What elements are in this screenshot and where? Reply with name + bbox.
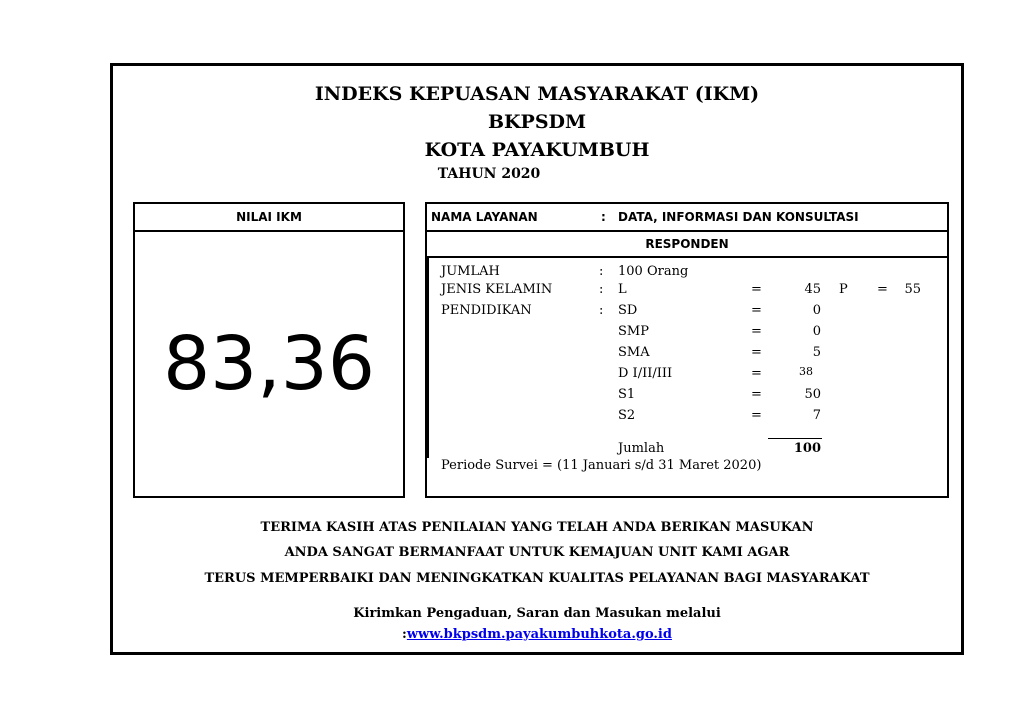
service-name-row <box>427 204 947 232</box>
nilai-ikm-label: NILAI IKM <box>135 204 403 232</box>
pendidikan-eq: = <box>751 366 762 381</box>
pendidikan-eq: = <box>751 345 762 360</box>
pendidikan-value: 50 <box>804 387 821 402</box>
jenis-kelamin-p: P <box>839 282 848 297</box>
organization-name: BKPSDM <box>487 111 587 133</box>
jumlah-label: JUMLAH <box>441 264 500 279</box>
pendidikan-value: 7 <box>812 408 821 423</box>
pendidikan-value: 5 <box>812 345 821 360</box>
jumlah-value: 100 Orang <box>618 264 689 279</box>
responden-details <box>427 258 949 498</box>
survey-period: Periode Survei = (11 Januari s/d 31 Maret 2020) <box>441 458 762 473</box>
pendidikan-level: SD <box>618 303 638 318</box>
city-name: KOTA PAYAKUMBUH <box>424 139 650 161</box>
pendidikan-total-value: 100 <box>793 441 821 456</box>
thanks-line-1: TERIMA KASIH ATAS PENILAIAN YANG TELAH ANDA BERIKAN MASUKAN <box>260 520 814 535</box>
pendidikan-colon: : <box>599 303 604 318</box>
nilai-ikm-box <box>133 202 405 498</box>
pendidikan-eq: = <box>751 387 762 402</box>
pendidikan-value: 0 <box>812 324 821 339</box>
thanks-line-3: TERUS MEMPERBAIKI DAN MENINGKATKAN KUALITAS PELAYANAN BAGI MASYARAKAT <box>204 571 870 586</box>
website-prefix: : <box>402 627 407 642</box>
jenis-kelamin-colon: : <box>599 282 604 297</box>
service-name-colon: : <box>601 210 606 224</box>
jenis-kelamin-l-eq: = <box>751 282 762 297</box>
jenis-kelamin-p-eq: = <box>877 282 888 297</box>
submission-instruction: Kirimkan Pengaduan, Saran dan Masukan melalui <box>353 606 721 621</box>
responden-heading: RESPONDEN <box>427 232 947 258</box>
thanks-line-2: ANDA SANGAT BERMANFAAT UNTUK KEMAJUAN UNIT KAMI AGAR <box>284 545 790 560</box>
service-name-value: DATA, INFORMASI DAN KONSULTASI <box>618 210 859 224</box>
pendidikan-value: 0 <box>812 303 821 318</box>
inner-left-border <box>427 258 429 458</box>
website-link[interactable]: www.bkpsdm.payakumbuhkota.go.id <box>406 627 672 642</box>
service-info-box <box>425 202 949 498</box>
jenis-kelamin-label: JENIS KELAMIN <box>441 282 553 297</box>
website-row <box>113 627 961 642</box>
pendidikan-eq: = <box>751 408 762 423</box>
inner-right-border <box>947 258 949 458</box>
pendidikan-eq: = <box>751 324 762 339</box>
service-name-label: NAMA LAYANAN <box>431 210 538 224</box>
sum-line <box>768 438 822 439</box>
nilai-ikm-value: 83,36 <box>163 321 375 407</box>
year-label: TAHUN 2020 <box>437 166 541 182</box>
document-title: INDEKS KEPUASAN MASYARAKAT (IKM) <box>314 83 760 105</box>
pendidikan-level: SMA <box>618 345 650 360</box>
jenis-kelamin-l-value: 45 <box>804 282 821 297</box>
pendidikan-level: S1 <box>618 387 636 402</box>
pendidikan-total-label: Jumlah <box>618 441 665 456</box>
jumlah-colon: : <box>599 264 604 279</box>
pendidikan-eq: = <box>751 303 762 318</box>
document-frame <box>110 63 964 655</box>
pendidikan-label: PENDIDIKAN <box>441 303 532 318</box>
jenis-kelamin-p-value: 55 <box>904 282 921 297</box>
pendidikan-level: S2 <box>618 408 636 423</box>
pendidikan-value: 38 <box>799 365 813 378</box>
jenis-kelamin-l: L <box>618 282 627 297</box>
pendidikan-level: D I/II/III <box>618 366 673 381</box>
pendidikan-level: SMP <box>618 324 649 339</box>
